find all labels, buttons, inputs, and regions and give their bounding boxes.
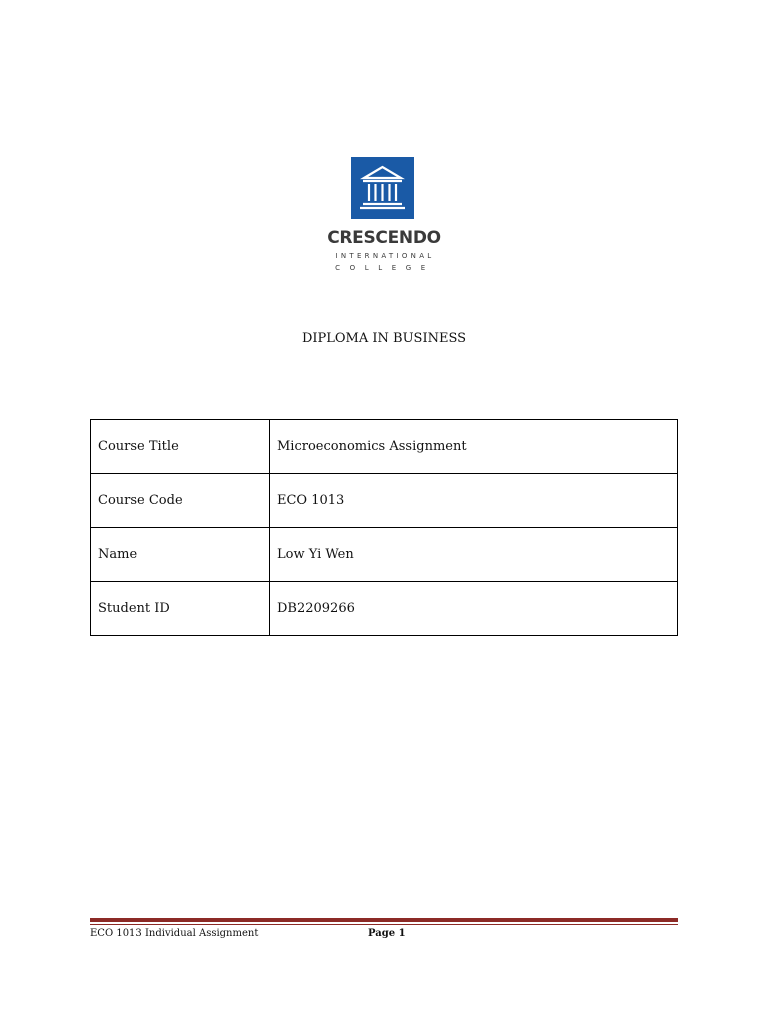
logo-subtitle-line1: INTERNATIONAL xyxy=(335,252,435,260)
table-row xyxy=(91,420,678,474)
name-label: Name xyxy=(91,528,270,582)
footer-rule xyxy=(90,918,678,922)
logo-subtitle-line2: COLLEGE xyxy=(335,264,435,272)
course-info-table xyxy=(90,419,678,636)
footer-page-number: Page 1 xyxy=(368,928,406,939)
building-columns-icon xyxy=(351,157,414,219)
course-code-value: ECO 1013 xyxy=(270,474,678,528)
course-title-label: Course Title xyxy=(91,420,270,474)
footer-course-label: ECO 1013 Individual Assignment xyxy=(90,928,259,939)
student-id-value: DB2209266 xyxy=(270,582,678,636)
footer-rule-thin xyxy=(90,924,678,925)
course-title-value: Microeconomics Assignment xyxy=(270,420,678,474)
name-value: Low Yi Wen xyxy=(270,528,678,582)
logo-emblem xyxy=(351,157,414,219)
program-title: DIPLOMA IN BUSINESS xyxy=(301,331,467,346)
college-logo xyxy=(326,152,442,276)
table-row xyxy=(91,474,678,528)
logo-name: CRESCENDO xyxy=(327,228,441,248)
table-row xyxy=(91,582,678,636)
student-id-label: Student ID xyxy=(91,582,270,636)
course-code-label: Course Code xyxy=(91,474,270,528)
table-row xyxy=(91,528,678,582)
